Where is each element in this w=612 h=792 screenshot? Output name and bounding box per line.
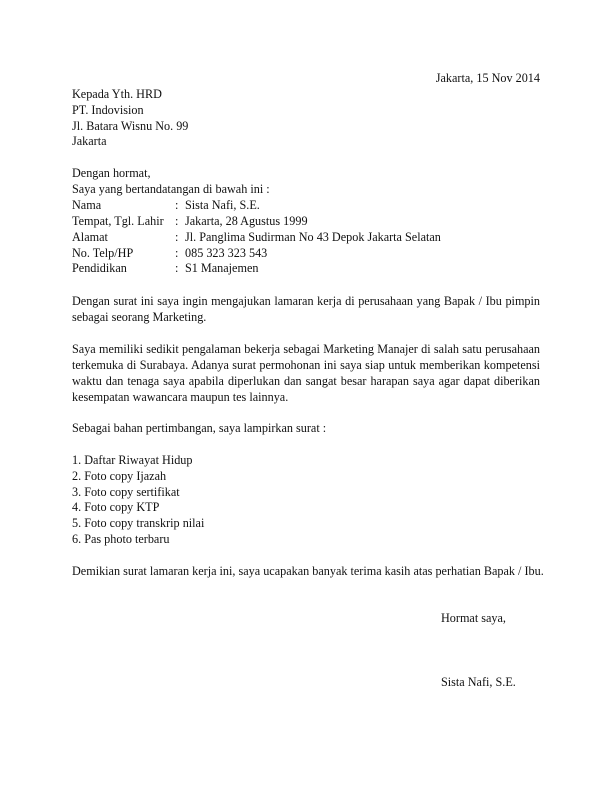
field-value: Sista Nafi, S.E.: [185, 198, 260, 212]
field-row-telp: [72, 246, 267, 261]
closing-paragraph: Demikian surat lamaran kerja ini, saya ucapakan banyak terima kasih atas perhatian Bapak / Ibu.: [72, 564, 544, 578]
recipient-line-1: Kepada Yth. HRD: [72, 87, 162, 101]
field-colon: :: [175, 230, 179, 244]
letter-date: Jakarta, 15 Nov 2014: [435, 71, 540, 85]
attachment-item-3: 3. Foto copy sertifikat: [72, 485, 180, 499]
intro-line: Saya yang bertandatangan di bawah ini :: [72, 182, 270, 196]
attachment-item-1: 1. Daftar Riwayat Hidup: [72, 453, 193, 467]
attachments-intro: Sebagai bahan pertimbangan, saya lampirkan surat :: [72, 421, 327, 435]
paragraph-1-line-2: sebagai seorang Marketing.: [72, 310, 207, 324]
field-value: Jakarta, 28 Agustus 1999: [185, 214, 308, 228]
field-row-tempat-tgl-lahir: [72, 214, 308, 229]
field-colon: :: [175, 246, 179, 260]
field-label: Nama: [72, 198, 102, 212]
field-value: 085 323 323 543: [185, 246, 268, 260]
field-colon: :: [175, 214, 179, 228]
attachment-item-4: 4. Foto copy KTP: [72, 500, 160, 514]
field-colon: :: [175, 198, 179, 212]
attachment-item-6: 6. Pas photo terbaru: [72, 532, 170, 546]
paragraph-2-line-1: Saya memiliki sedikit pengalaman bekerja sebagai Marketing Manajer di salah satu perusahaan: [72, 342, 540, 356]
recipient-line-3: Jl. Batara Wisnu No. 99: [72, 119, 189, 133]
signature-name: Sista Nafi, S.E.: [441, 675, 516, 689]
paragraph-2-line-4: kesempatan wawancara maupun tes lainnya.: [72, 390, 289, 404]
field-value: Jl. Panglima Sudirman No 43 Depok Jakarta Selatan: [185, 230, 441, 244]
field-value: S1 Manajemen: [185, 261, 259, 275]
attachment-item-2: 2. Foto copy Ijazah: [72, 469, 167, 483]
recipient-line-2: PT. Indovision: [72, 103, 144, 117]
recipient-line-4: Jakarta: [72, 134, 107, 148]
paragraph-2-line-2: terkemuka di Surabaya. Adanya surat permohonan ini saya siap untuk memberikan kompetensi: [72, 358, 540, 372]
field-row-nama: [72, 198, 260, 213]
field-row-pendidikan: [72, 261, 258, 276]
paragraph-2-line-3: waktu dan tenaga saya apabila diperlukan dan sangat besar harapan saya agar dapat diberikan: [72, 374, 540, 388]
field-label: Alamat: [72, 230, 108, 244]
field-label: No. Telp/HP: [72, 246, 134, 260]
greeting: Dengan hormat,: [72, 166, 151, 180]
field-label: Pendidikan: [72, 261, 127, 275]
attachment-item-5: 5. Foto copy transkrip nilai: [72, 516, 205, 530]
field-label: Tempat, Tgl. Lahir: [72, 214, 164, 228]
signoff: Hormat saya,: [441, 611, 506, 625]
field-row-alamat: [72, 230, 441, 245]
paragraph-1-line-1: Dengan surat ini saya ingin mengajukan lamaran kerja di perusahaan yang Bapak / Ibu pimpin: [72, 294, 540, 308]
field-colon: :: [175, 261, 179, 275]
